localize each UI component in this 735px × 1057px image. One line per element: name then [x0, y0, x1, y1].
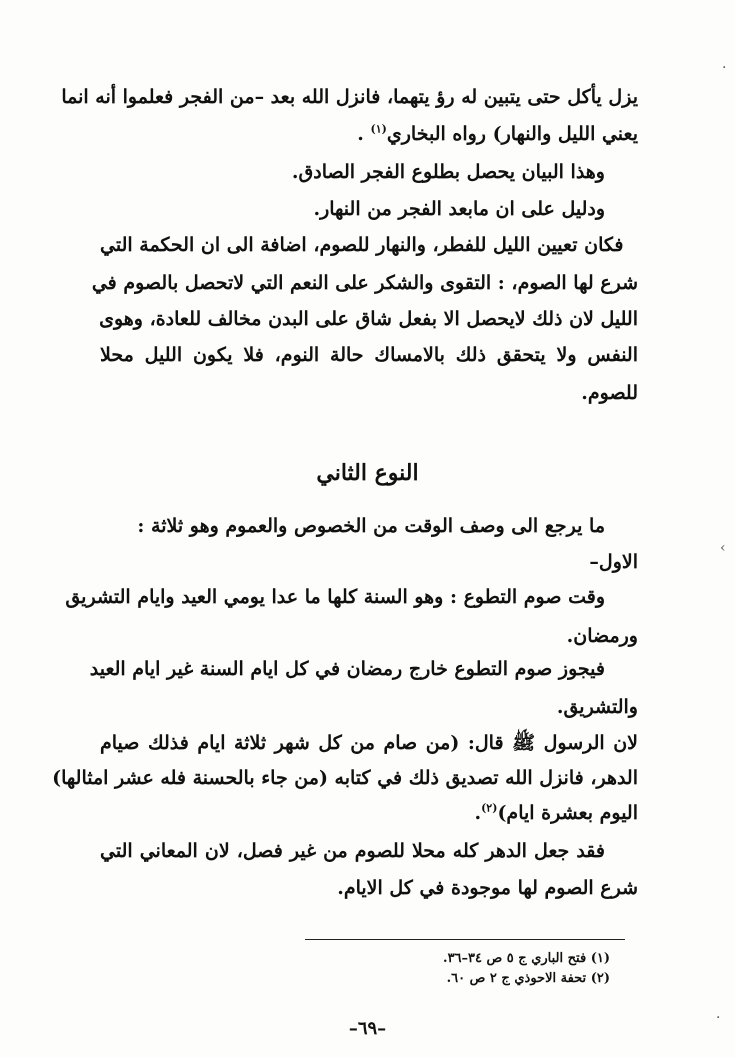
- body-line-6: شرع لها الصوم، : التقوى والشكر على النعم التي لاتحصل بالصوم في: [91, 272, 638, 294]
- footnote-ref-2: (٢): [481, 801, 498, 815]
- section-heading: النوع الثاني: [316, 460, 419, 486]
- body-line-9: للصوم.: [581, 382, 638, 404]
- body-line-19: شرع الصوم لها موجودة في كل الايام.: [337, 877, 638, 899]
- scan-speck: ‹: [720, 540, 726, 556]
- body-line-2-end: .: [357, 123, 364, 145]
- body-line-4: ودليل على ان مابعد الفجر من النهار.: [313, 198, 605, 220]
- footnote-ref-1: (١): [370, 122, 387, 136]
- body-line-2-text: يعني الليل والنهار) رواه البخاري: [386, 123, 638, 145]
- body-line-11: وقت صوم التطوع : وهو السنة كلها ما عدا يومي العيد وايام التشريق: [65, 586, 605, 608]
- body-line-16: الدهر، فانزل الله تصديق ذلك في كتابه (من جاء بالحسنة فله عشر امثالها): [52, 767, 638, 789]
- body-line-15: لان الرسول ﷺ قال: (من صام من كل شهر ثلاثة ايام فذلك صيام: [100, 732, 638, 754]
- footnote-1: (١) فتح الباري ج ٥ ص ٣٤–٣٦.: [443, 951, 610, 966]
- body-line-17-end: .: [474, 802, 482, 824]
- body-line-13: فيجوز صوم التطوع خارج رمضان في كل ايام السنة غير ايام العيد: [89, 658, 605, 680]
- footnote-divider: [305, 939, 625, 940]
- body-line-18: فقد جعل الدهر كله محلا للصوم من غير فصل، لان المعاني التي: [100, 840, 605, 862]
- body-line-17: [100, 800, 638, 826]
- body-line-5: فكان تعيين الليل للفطر، والنهار للصوم، اضافة الى ان الحكمة التي: [100, 234, 624, 256]
- body-line-17-text: اليوم بعشرة ايام): [497, 802, 638, 824]
- body-line-8: النفس ولا يتحقق ذلك بالامساك حالة النوم، فلا يكون الليل محلا: [100, 344, 638, 366]
- body-line-12: ورمضان.: [566, 625, 638, 647]
- body-line-7: الليل لان ذلك لايحصل الا بفعل شاق على البدن مخالف للعادة، وهوى: [99, 308, 638, 330]
- body-line-2: [100, 121, 638, 147]
- scan-speck: ·: [722, 60, 727, 76]
- body-line-10: ما يرجع الى وصف الوقت من الخصوص والعموم وهو ثلاثة :: [137, 515, 605, 537]
- body-line-1: يزل يأكل حتى يتبين له رؤ يتهما، فانزل الله بعد –من الفجر فعلموا أنه انما: [61, 86, 638, 108]
- scan-speck: ·: [716, 1010, 721, 1026]
- body-line-3: وهذا البيان يحصل بطلوع الفجر الصادق.: [291, 161, 605, 183]
- body-line-14: والتشريق.: [556, 696, 638, 718]
- footnote-2: (٢) تحفة الاحوذي ج ٢ ص ٦٠.: [446, 971, 610, 986]
- page-number: –٦٩–: [348, 1018, 387, 1039]
- subheading-first: الاول–: [589, 551, 638, 573]
